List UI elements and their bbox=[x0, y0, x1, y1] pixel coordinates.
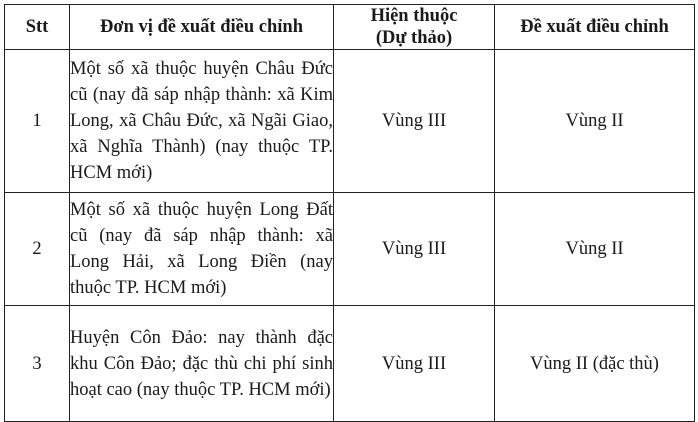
row-unit: Một số xã thuộc huyện Châu Đức cũ (nay đã sáp nhập thành: xã Kim Long, xã Châu Đức, xã Ngãi Giao, xã Nghĩa Thành) (nay thuộc TP. HCM mới) bbox=[70, 50, 334, 193]
row-stt: 1 bbox=[5, 50, 70, 193]
row-stt: 2 bbox=[5, 193, 70, 306]
row-unit: Một số xã thuộc huyện Long Đất cũ (nay đã sáp nhập thành: xã Long Hải, xã Long Điền (nay thuộc TP. HCM mới) bbox=[70, 193, 334, 306]
wage-region-table bbox=[4, 4, 695, 422]
header-proposal: Đề xuất điều chỉnh bbox=[495, 5, 695, 50]
table-row bbox=[5, 193, 695, 306]
header-current-line1: Hiện thuộc bbox=[370, 6, 458, 26]
row-unit: Huyện Côn Đảo: nay thành đặc khu Côn Đảo; đặc thù chi phí sinh hoạt cao (nay thuộc TP. HCM mới) bbox=[70, 306, 334, 422]
row-current: Vùng III bbox=[334, 193, 495, 306]
table-row bbox=[5, 50, 695, 193]
header-unit: Đơn vị đề xuất điều chỉnh bbox=[70, 5, 334, 50]
row-current: Vùng III bbox=[334, 50, 495, 193]
row-stt: 3 bbox=[5, 306, 70, 422]
row-proposal: Vùng II bbox=[495, 193, 695, 306]
table-header-row bbox=[5, 5, 695, 50]
table-row bbox=[5, 306, 695, 422]
row-proposal: Vùng II (đặc thù) bbox=[495, 306, 695, 422]
header-stt: Stt bbox=[5, 5, 70, 50]
row-current: Vùng III bbox=[334, 306, 495, 422]
row-proposal: Vùng II bbox=[495, 50, 695, 193]
header-current bbox=[334, 5, 495, 50]
header-current-line2: (Dự thảo) bbox=[375, 28, 453, 48]
